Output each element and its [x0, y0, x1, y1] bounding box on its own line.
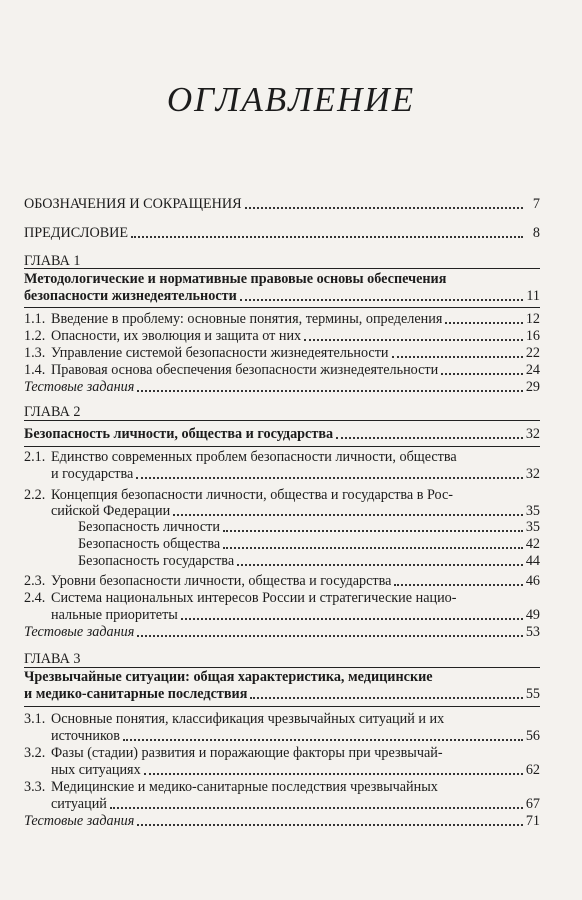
- toc-entry-abbreviations: [24, 196, 540, 213]
- section-number: 1.1.: [24, 311, 46, 327]
- chapter-title-line: [24, 271, 516, 288]
- leader-dots: [137, 820, 522, 826]
- leader-dots: [181, 614, 523, 620]
- toc-entry-label: Введение в проблему: основные понятия, термины, определения: [51, 311, 443, 327]
- toc-entry-line: [24, 711, 444, 728]
- toc-entry-page: 67: [525, 796, 540, 812]
- toc-entry-page: 32: [525, 466, 540, 482]
- toc-entry-line: [24, 449, 457, 466]
- toc-entry-preface: [24, 225, 540, 242]
- toc-entry-label: Система национальных интересов России и стратегические нацио-: [51, 590, 457, 606]
- section-number: 3.1.: [24, 711, 46, 727]
- section-number: 2.3.: [24, 573, 46, 589]
- chapter-title-line: [24, 669, 433, 686]
- section-number: 3.2.: [24, 745, 46, 761]
- divider: [24, 420, 540, 421]
- leader-dots: [237, 560, 523, 566]
- toc-entry-page: 7: [532, 196, 540, 212]
- leader-dots: [304, 335, 523, 341]
- leader-dots: [137, 386, 522, 392]
- toc-entry-page: 53: [525, 624, 540, 640]
- section-number: 2.1.: [24, 449, 46, 465]
- toc-entry-tests: [24, 813, 540, 830]
- toc-entry-label: ных ситуациях: [51, 762, 141, 778]
- toc-entry-page: 62: [525, 762, 540, 778]
- toc-entry-page: 71: [525, 813, 540, 829]
- chapter-title: безопасности жизнедеятельности: [24, 288, 237, 304]
- toc-entry-label: ОБОЗНАЧЕНИЯ И СОКРАЩЕНИЯ: [24, 196, 242, 212]
- toc-entry-label: Уровни безопасности личности, общества и государства: [51, 573, 392, 589]
- toc-entry-label: Безопасность личности: [78, 519, 220, 535]
- toc-entry-page: 42: [525, 536, 540, 552]
- toc-entry-label: Правовая основа обеспечения безопасности жизнедеятельности: [51, 362, 439, 378]
- chapter-heading: ГЛАВА 1: [24, 253, 81, 269]
- toc-entry-label: Управление системой безопасности жизнедеятельности: [51, 345, 389, 361]
- toc-entry: [24, 573, 540, 590]
- toc-entry-label: нальные приоритеты: [51, 607, 178, 623]
- chapter-title: и медико-санитарные последствия: [24, 686, 248, 702]
- divider: [24, 307, 540, 308]
- toc-entry-label: сийской Федерации: [51, 503, 171, 519]
- toc-entry-page: 22: [525, 345, 540, 361]
- chapter-title: Методологические и нормативные правовые основы обеспечения: [24, 271, 447, 287]
- section-number: 1.3.: [24, 345, 46, 361]
- section-number: 3.3.: [24, 779, 46, 795]
- toc-entry-page: 24: [525, 362, 540, 378]
- toc-entry-label: Тестовые задания: [24, 813, 135, 829]
- leader-dots: [173, 510, 523, 516]
- toc-entry-line: [24, 779, 438, 796]
- toc-entry-page: 55: [525, 686, 540, 702]
- toc-entry-label: Безопасность общества: [78, 536, 221, 552]
- toc-entry-label: Тестовые задания: [24, 624, 135, 640]
- toc-entry: [51, 728, 540, 745]
- leader-dots: [445, 318, 522, 324]
- leader-dots: [441, 369, 523, 375]
- divider: [24, 667, 540, 668]
- toc-entry-page: 56: [525, 728, 540, 744]
- toc-subentry: [78, 519, 540, 536]
- chapter-title-row: [24, 288, 540, 305]
- toc-subentry: [78, 536, 540, 553]
- divider: [24, 268, 540, 269]
- toc-entry: [24, 311, 540, 328]
- toc-entry: [51, 466, 540, 483]
- toc-entry-label: ситуаций: [51, 796, 107, 812]
- leader-dots: [144, 769, 523, 775]
- toc-entry: [51, 762, 540, 779]
- toc-entry-page: 16: [525, 328, 540, 344]
- toc-entry-tests: [24, 379, 540, 396]
- chapter-title: Чрезвычайные ситуации: общая характеристика, медицинские: [24, 669, 433, 685]
- toc-entry-label: Концепция безопасности личности, общества и государства в Рос-: [51, 487, 454, 503]
- toc-subentry: [78, 553, 540, 570]
- toc-entry-page: 49: [525, 607, 540, 623]
- toc-entry: [24, 345, 540, 362]
- toc-entry-label: ПРЕДИСЛОВИЕ: [24, 225, 129, 241]
- chapter-title-row: [24, 426, 540, 443]
- section-number: 2.4.: [24, 590, 46, 606]
- toc-entry-label: Фазы (стадии) развития и поражающие факторы при чрезвычай-: [51, 745, 443, 761]
- page-title: ОГЛАВЛЕНИЕ: [166, 80, 416, 119]
- toc-entry-page: 44: [525, 553, 540, 569]
- toc-entry-page: 35: [525, 503, 540, 519]
- toc-entry-label: Медицинские и медико-санитарные последствия чрезвычайных: [51, 779, 438, 795]
- toc-entry-label: источников: [51, 728, 120, 744]
- toc-entry-page: 35: [525, 519, 540, 535]
- chapter-title-row: [24, 686, 540, 703]
- chapter-title: Безопасность личности, общества и государства: [24, 426, 334, 442]
- leader-dots: [123, 735, 523, 741]
- chapter-heading: ГЛАВА 2: [24, 404, 81, 420]
- leader-dots: [110, 803, 523, 809]
- toc-entry-tests: [24, 624, 540, 641]
- toc-entry-label: Опасности, их эволюция и защита от них: [51, 328, 302, 344]
- toc-entry: [24, 362, 540, 379]
- toc-entry-page: 46: [525, 573, 540, 589]
- toc-entry-label: Основные понятия, классификация чрезвычайных ситуаций и их: [51, 711, 445, 727]
- toc-entry-line: [24, 487, 453, 504]
- section-number: 2.2.: [24, 487, 46, 503]
- toc-entry-page: 29: [525, 379, 540, 395]
- chapter-heading: ГЛАВА 3: [24, 651, 81, 667]
- toc-entry-line: [24, 590, 457, 607]
- toc-entry: [51, 607, 540, 624]
- toc-entry-label: и государства: [51, 466, 134, 482]
- leader-dots: [392, 352, 523, 358]
- section-number: 1.4.: [24, 362, 46, 378]
- leader-dots: [394, 580, 522, 586]
- leader-dots: [136, 473, 523, 479]
- leader-dots: [250, 693, 522, 699]
- leader-dots: [336, 433, 523, 439]
- leader-dots: [137, 631, 522, 637]
- toc-entry-label: Единство современных проблем безопасности личности, общества: [51, 449, 457, 465]
- toc-entry-line: [24, 745, 443, 762]
- leader-dots: [240, 295, 523, 301]
- toc-entry-page: 8: [532, 225, 540, 241]
- toc-entry: [51, 796, 540, 813]
- toc-entry: [24, 328, 540, 345]
- divider: [24, 446, 540, 447]
- leader-dots: [223, 543, 523, 549]
- leader-dots: [223, 526, 523, 532]
- toc-entry-page: 32: [525, 426, 540, 442]
- divider: [24, 706, 540, 707]
- toc-entry-label: Безопасность государства: [78, 553, 235, 569]
- leader-dots: [131, 232, 523, 238]
- section-number: 1.2.: [24, 328, 46, 344]
- toc-entry: [51, 503, 540, 520]
- toc-entry-page: 12: [525, 311, 540, 327]
- toc-entry-page: 11: [526, 288, 540, 304]
- leader-dots: [245, 203, 523, 209]
- toc-entry-label: Тестовые задания: [24, 379, 135, 395]
